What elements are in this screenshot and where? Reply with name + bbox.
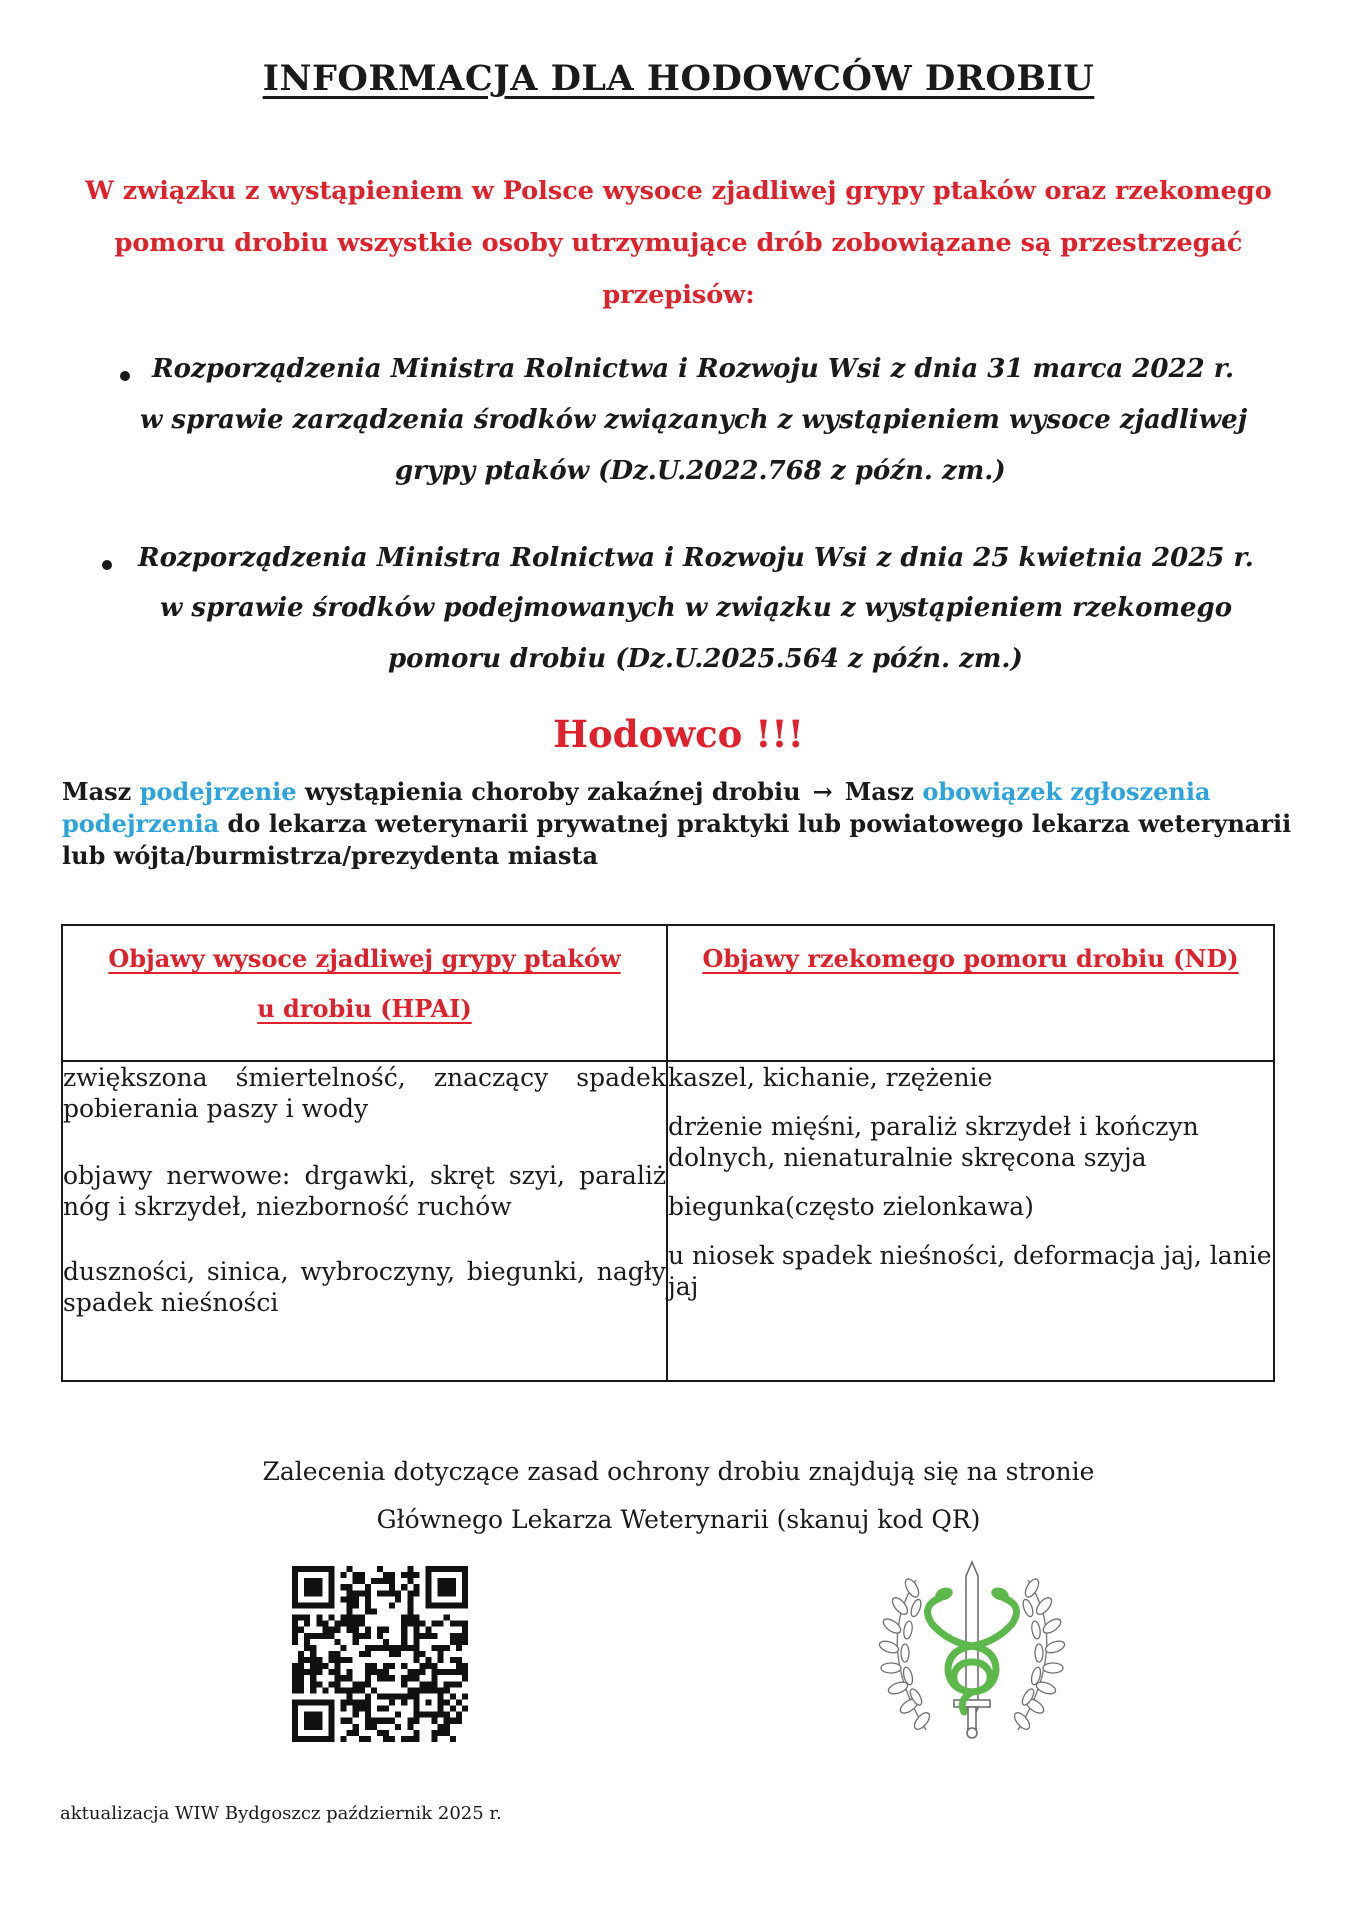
bullet-icon: [102, 560, 112, 570]
update-note: aktualizacja WIW Bydgoszcz październik 2025 r.: [60, 1803, 502, 1824]
hpai-symptom-3: duszności, sinica, wybroczyny, biegunki, nagły spadek nieśności: [63, 1257, 666, 1317]
regulation-2-line-2: w sprawie środków podejmowanych w związku z wystąpieniem rzekomego: [160, 593, 1233, 623]
hpai-header: Objawy wysoce zjadliwej grypy ptaków u drobiu (HPAI): [62, 925, 667, 1061]
hpai-symptoms: [62, 1061, 667, 1381]
recommendations-line-2: Głównego Lekarza Weterynarii (skanuj kod QR): [376, 1505, 981, 1534]
intro-line-3: przepisów:: [602, 280, 755, 310]
regulation-1-line-2: w sprawie zarządzenia środków związanych z wystąpieniem wysoce zjadliwej: [140, 405, 1248, 435]
regulation-2-line-3: pomoru drobiu (Dz.U.2025.564 z późn. zm.): [388, 644, 1023, 674]
hpai-symptom-1: zwiększona śmiertelność, znaczący spadek pobierania paszy i wody: [63, 1063, 666, 1123]
recommendations-note: [0, 1448, 1357, 1544]
recommendations-line-1: Zalecenia dotyczące zasad ochrony drobiu znajdują się na stronie: [262, 1457, 1095, 1486]
callout-heading: Hodowco !!!: [553, 712, 804, 756]
nd-symptom-4: u niosek spadek nieśności, deformacja jaj, lanie jaj: [668, 1241, 1272, 1301]
highlight-obligation: obowiązek zgłoszenia podejrzenia: [62, 777, 1211, 838]
intro-paragraph: [60, 165, 1297, 321]
nd-header: Objawy rzekomego pomoru drobiu (ND): [667, 925, 1274, 1061]
nd-symptom-2: drżenie mięśni, paraliż skrzydeł i kończyn dolnych, nienaturalnie skręcona szyja: [668, 1112, 1199, 1172]
nd-symptom-1: kaszel, kichanie, rzężenie: [668, 1063, 993, 1092]
symptoms-table: [61, 924, 1275, 1382]
hpai-symptom-2: objawy nerwowe: drgawki, skręt szyi, paraliż nóg i skrzydeł, niezborność ruchów: [63, 1161, 666, 1221]
arrow-right-icon: →: [812, 777, 833, 806]
regulation-2-line-1: Rozporządzenia Ministra Rolnictwa i Rozwoju Wsi z dnia 25 kwietnia 2025 r.: [138, 543, 1254, 573]
notice-paragraph: Masz podejrzenie wystąpienia choroby zakaźnej drobiu → Masz obowiązek zgłoszenia podejrzenia do lekarza weterynarii prywatnej praktyki lub powiatowego lekarza weterynarii lub wójta/burmistrza/prezydenta miasta: [62, 777, 1292, 870]
regulation-1-line-1: Rozporządzenia Ministra Rolnictwa i Rozwoju Wsi z dnia 31 marca 2022 r.: [152, 354, 1235, 384]
intro-line-2: pomoru drobiu wszystkie osoby utrzymujące drób zobowiązane są przestrzegać: [114, 228, 1243, 258]
page-title: INFORMACJA DLA HODOWCÓW DROBIU: [262, 58, 1095, 99]
highlight-suspicion: podejrzenie: [139, 777, 297, 806]
regulation-1-line-3: grypy ptaków (Dz.U.2022.768 z późn. zm.): [395, 456, 1006, 486]
nd-symptoms: [667, 1061, 1274, 1381]
bullet-icon: [120, 371, 130, 381]
intro-line-1: W związku z wystąpieniem w Polsce wysoce zjadliwej grypy ptaków oraz rzekomego: [85, 176, 1272, 206]
qr-code-icon[interactable]: [292, 1565, 468, 1743]
veterinary-emblem-icon: [856, 1550, 1088, 1750]
nd-symptom-3: biegunka(często zielonkawa): [668, 1192, 1034, 1221]
